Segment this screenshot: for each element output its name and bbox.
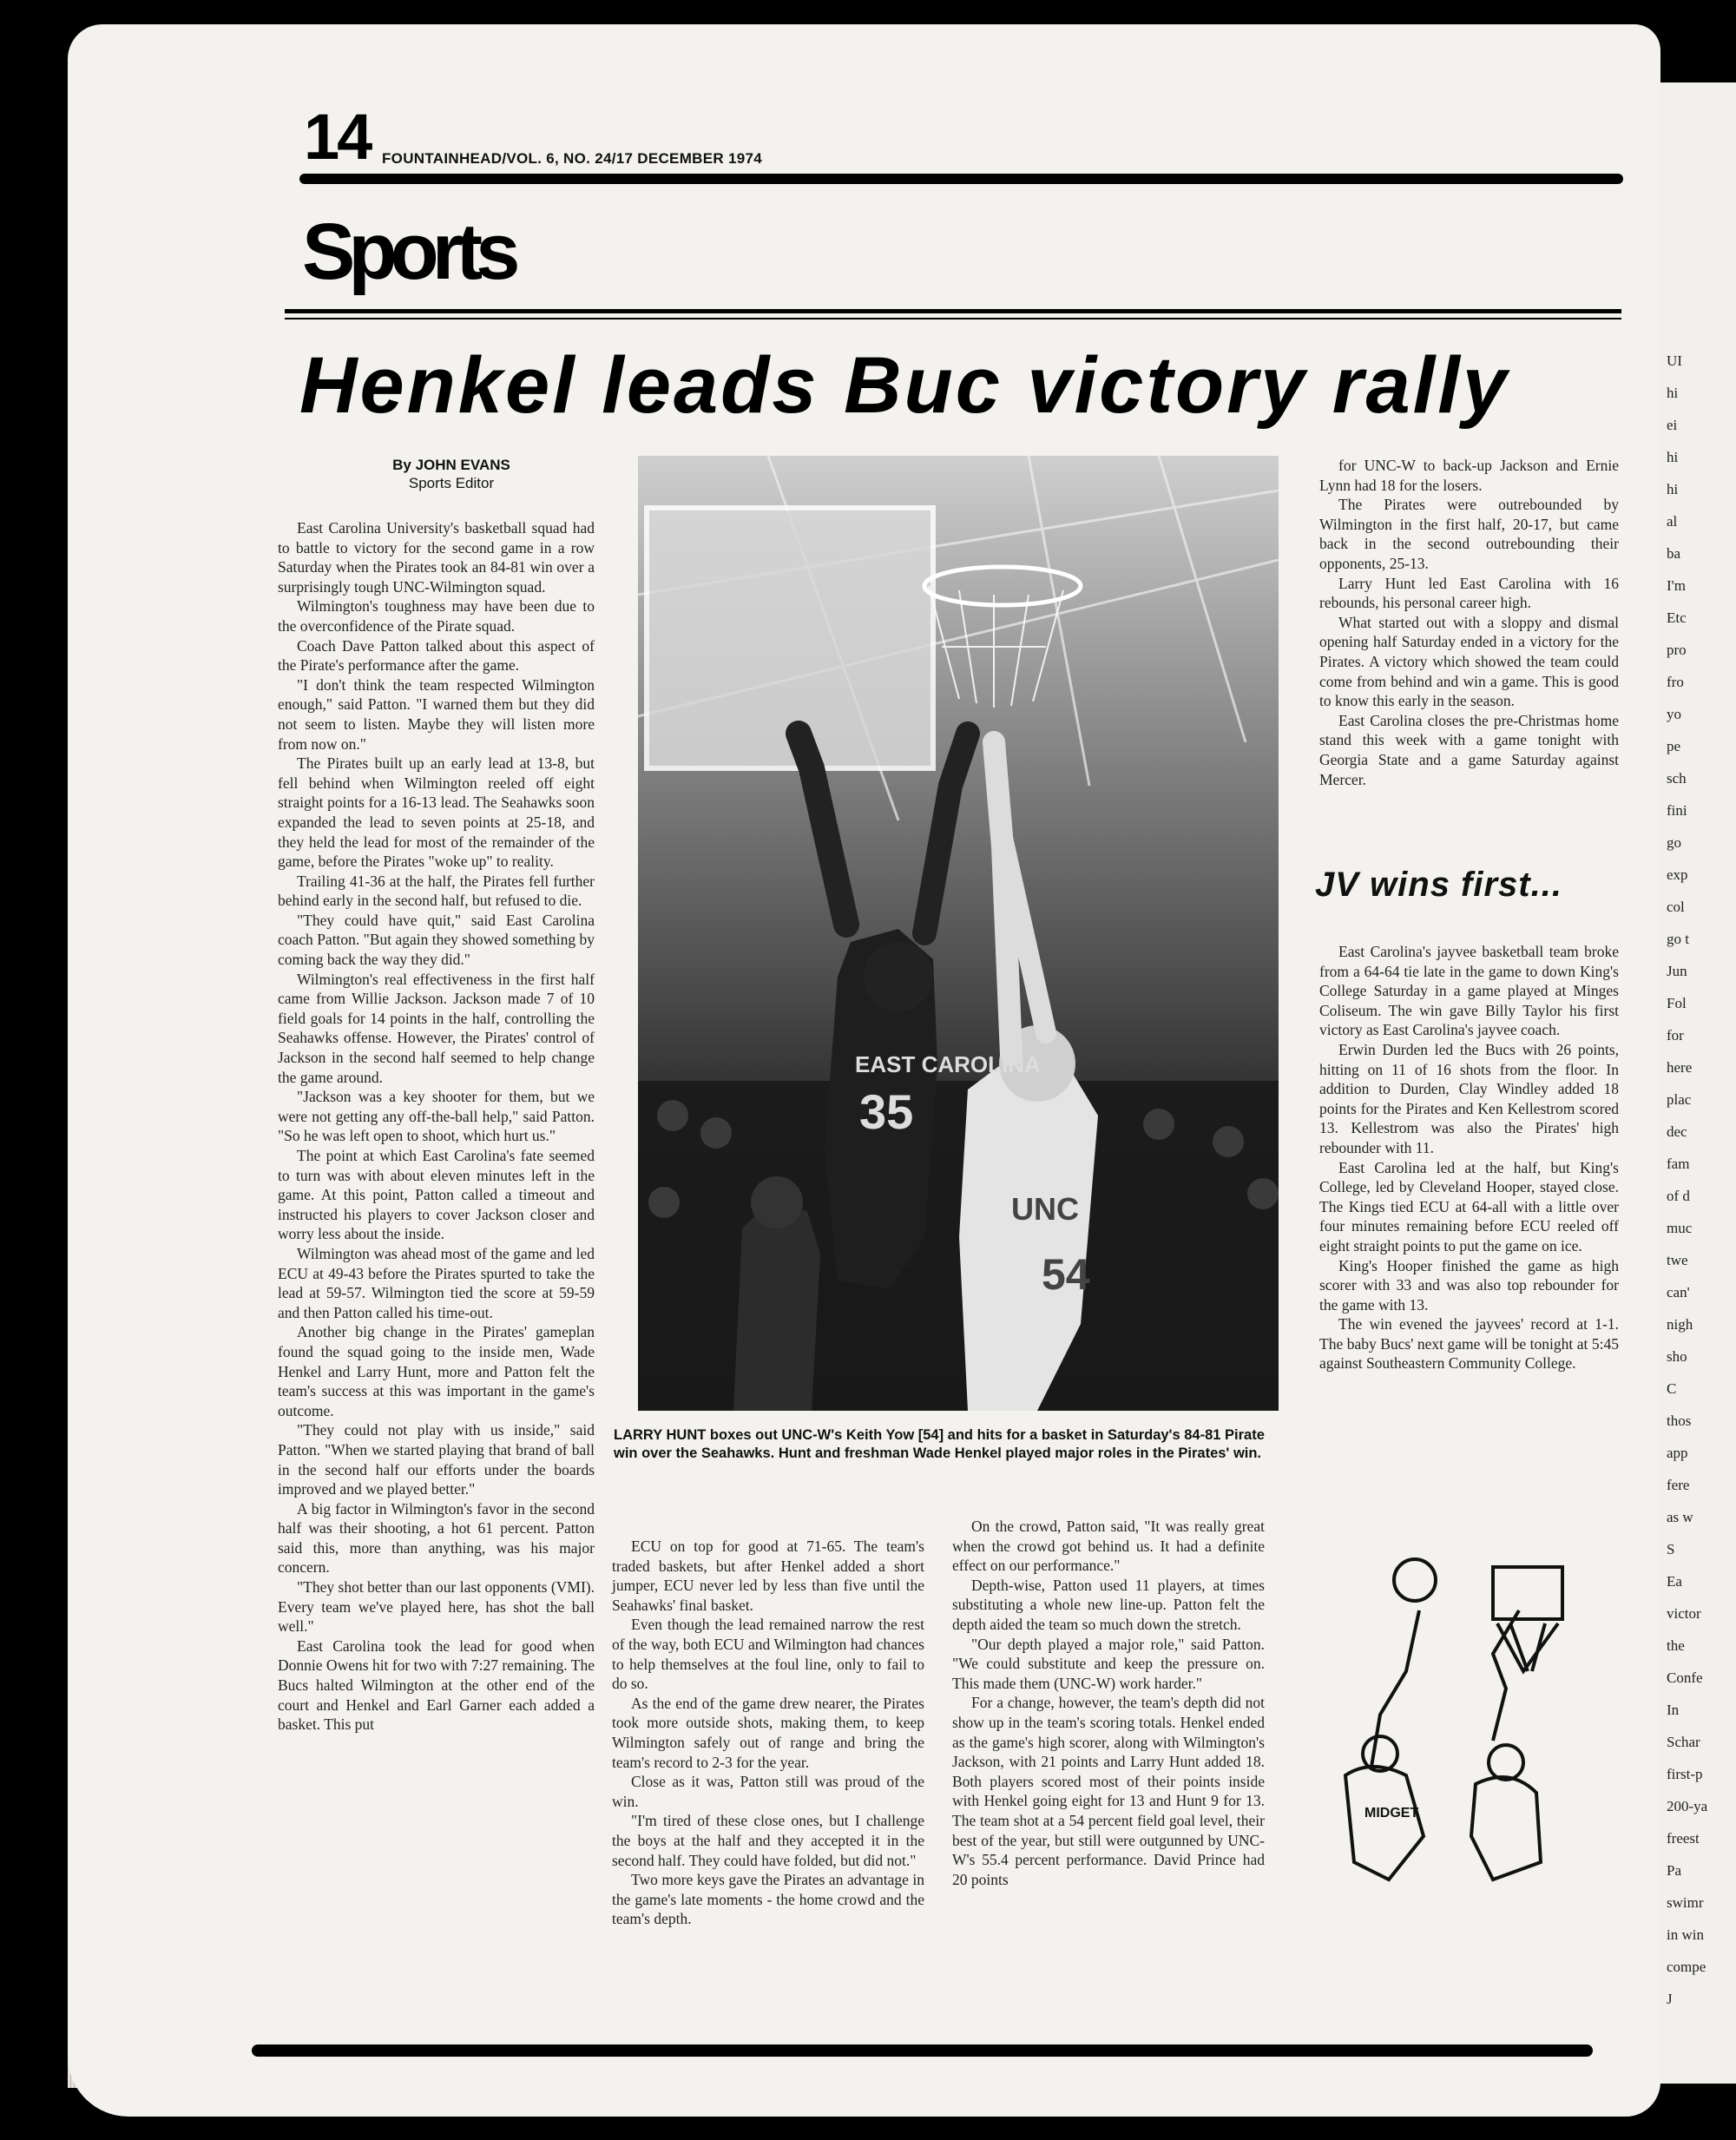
facing-page-fragment: Confe xyxy=(1667,1669,1703,1686)
facing-page-fragment: Schar xyxy=(1667,1734,1700,1750)
paragraph: East Carolina closes the pre-Christmas home stand this week with a game tonight with Georgia State and a game Saturday against Mercer. xyxy=(1319,711,1619,788)
facing-page-fragment: In xyxy=(1667,1702,1680,1718)
paragraph: On the crowd, Patton said, "It was really great when the crowd got behind us. It had a definite effect on our performance." xyxy=(952,1518,1265,1575)
paragraph: Depth-wise, Patton used 11 players, at times substituting a whole new line-up. Patton felt the depth aided the team so much down the stretch. xyxy=(952,1576,1265,1633)
paragraph: The Pirates were outrebounded by Wilmington in the first half, 20-17, but came back in the second outrebounding their opponents, 25-13. xyxy=(1319,496,1619,572)
facing-page-fragment: hi xyxy=(1667,449,1679,465)
facing-page-fragment: yo xyxy=(1667,706,1681,722)
page-number: 14 xyxy=(304,101,371,173)
facing-page-fragment: Etc xyxy=(1667,609,1687,626)
paragraph: East Carolina's jayvee basketball team broke from a 64-64 tie late in the game to down King's College Saturday in a game played at Minges Coliseum. The win gave Billy Taylor his first victory as East Carolina's jayvee coach. xyxy=(1319,943,1619,1039)
facing-page-fragment: first-p xyxy=(1667,1766,1703,1782)
facing-page-fragment: fere xyxy=(1667,1477,1690,1493)
paragraph: Wilmington's real effectiveness in the first half came from Willie Jackson. Jackson made 7 of 10 field goals for 14 points in the half, controlling the Seahawks offense. However, the Pirates' control of Jackson in the second half seemed to help change the game around. xyxy=(278,970,595,1086)
facing-page-fragment: pro xyxy=(1667,642,1687,658)
facing-page-fragment: Jun xyxy=(1667,963,1687,979)
cartoon-drawing xyxy=(1319,1550,1580,1914)
facing-page-fragment: victor xyxy=(1667,1605,1701,1622)
facing-page-fragment: Fol xyxy=(1667,995,1687,1011)
opponent-jersey-number: 54 xyxy=(1042,1250,1090,1299)
paragraph: "I'm tired of these close ones, but I challenge the boys at the half and they accepted it in the second half. They could have folded, but did not." xyxy=(612,1812,924,1869)
facing-page-fragment: ei xyxy=(1667,417,1678,433)
story-column-3 xyxy=(952,1517,1265,1889)
headline: Henkel leads Buc victory rally xyxy=(299,341,1509,430)
paragraph: Erwin Durden led the Bucs with 26 points, hitting on 11 of 16 shots from the floor. In addition to Durden, Clay Windley added 18 points for the Pirates and Ken Kellestrom scored 13. Kellestrom was also the Pirates' high rebounder with 11. xyxy=(1319,1040,1619,1156)
facing-page-fragment: nigh xyxy=(1667,1316,1693,1333)
facing-page-fragment: fam xyxy=(1667,1156,1690,1172)
cartoon-jersey: MIDGET xyxy=(1364,1806,1419,1821)
facing-page-fragment: plac xyxy=(1667,1091,1692,1108)
byline xyxy=(365,456,538,492)
facing-page-fragment: I'm xyxy=(1667,577,1686,594)
facing-page-fragment: exp xyxy=(1667,866,1688,883)
facing-page-fragment: app xyxy=(1667,1445,1688,1461)
paragraph: Two more keys gave the Pirates an advantage in the game's late moments - the home crowd and the team's depth. xyxy=(612,1871,924,1928)
paragraph: Wilmington was ahead most of the game and led ECU at 49-43 before the Pirates spurted to take the lead at 59-57. Wilmington tied the score at 59-59 and then Patton called his time-out. xyxy=(278,1244,595,1321)
facing-page-fragment: for xyxy=(1667,1027,1684,1044)
facing-page-fragment: go xyxy=(1667,834,1681,851)
facing-page-fragment: S xyxy=(1667,1541,1675,1557)
facing-page-fragment: thos xyxy=(1667,1412,1692,1429)
header-rule xyxy=(299,174,1623,184)
paragraph: Trailing 41-36 at the half, the Pirates fell further behind early in the second half, but refused to die. xyxy=(278,872,595,910)
paragraph: East Carolina led at the half, but King's College, led by Cleveland Hooper, stayed close. The Kings tied ECU at 64-all with a little over four minutes remaining before ECU reeled off eight straight points to put the game on ice. xyxy=(1319,1158,1619,1254)
paragraph: "They could not play with us inside," said Patton. "When we started playing that brand of ball in the second half our efforts under the boards improved and we played better." xyxy=(278,1421,595,1498)
section-rule-bottom xyxy=(285,318,1621,319)
byline-title: Sports Editor xyxy=(408,475,495,491)
footer-rule xyxy=(252,2045,1593,2057)
paragraph: Wilmington's toughness may have been due to the overconfidence of the Pirate squad. xyxy=(278,597,595,635)
paragraph: Even though the lead remained narrow the rest of the way, both ECU and Wilmington had chances to help themselves at the foul line, only to fail to do so. xyxy=(612,1616,924,1693)
facing-page-fragment: Ea xyxy=(1667,1573,1682,1590)
facing-page-fragment: hi xyxy=(1667,481,1679,497)
paragraph: What started out with a sloppy and dismal opening half Saturday ended in a victory for the Pirates. A victory which showed the team could come from behind and win a game. This is good to know this early in the season. xyxy=(1319,613,1619,710)
paragraph: "I don't think the team respected Wilmington enough," said Patton. "I warned them but they did not seem to listen. Maybe they will listen more from now on." xyxy=(278,675,595,753)
paragraph: The Pirates built up an early lead at 13-8, but fell behind when Wilmington reeled off eight straight points for a 16-13 lead. The Seahawks soon expanded the lead to seven points at 25-18, and they held the lead for most of the remainder of the game, before the Pirates "woke up" to reality. xyxy=(278,754,595,871)
facing-page-fragment: Pa xyxy=(1667,1862,1681,1879)
story-column-2 xyxy=(612,1537,924,1929)
paragraph: As the end of the game drew nearer, the Pirates took more outside shots, making them, to keep Wilmington safely out of range and bring the team's record to 2-3 for the year. xyxy=(612,1694,924,1771)
facing-page-fragment: 200-ya xyxy=(1667,1798,1708,1814)
facing-page-fragment: here xyxy=(1667,1059,1693,1076)
facing-page-fragment: swimr xyxy=(1667,1894,1704,1911)
facing-page-fragment: J xyxy=(1667,1991,1673,2007)
facing-page-fragment: UI xyxy=(1667,352,1682,369)
opponent-jersey-text: UNC xyxy=(1011,1191,1079,1227)
facing-page-fragment: go t xyxy=(1667,931,1689,947)
paragraph: Another big change in the Pirates' gameplan found the squad going to the inside men, Wade Henkel and Larry Hunt, more and Patton felt the team's success at this was important in the game's outcome. xyxy=(278,1323,595,1419)
byline-name: By JOHN EVANS xyxy=(392,457,510,473)
facing-page-fragment: sho xyxy=(1667,1348,1687,1365)
facing-page-fragment: of d xyxy=(1667,1188,1690,1204)
paragraph: Close as it was, Patton still was proud of the win. xyxy=(612,1773,924,1810)
paragraph: Larry Hunt led East Carolina with 16 rebounds, his personal career high. xyxy=(1319,574,1619,612)
facing-page-fragment: fro xyxy=(1667,674,1684,690)
paragraph: The point at which East Carolina's fate seemed to turn was with about eleven minutes left in the game. At this point, Patton called a timeout and instructed his players to cover Jackson closer and worry less about the inside. xyxy=(278,1147,595,1243)
facing-page-fragment: can' xyxy=(1667,1284,1690,1300)
jersey-number: 35 xyxy=(859,1084,914,1139)
paragraph: The win evened the jayvees' record at 1-1. The baby Bucs' next game will be tonight at 5:45 against Southeastern Community College. xyxy=(1319,1315,1619,1373)
jv-headline: JV wins first... xyxy=(1315,866,1562,904)
game-photo-image xyxy=(638,456,1279,1411)
facing-page-fragment: freest xyxy=(1667,1830,1700,1847)
jv-story xyxy=(1319,942,1619,1373)
paragraph: King's Hooper finished the game as high scorer with 33 and was also top rebounder for the game with 13. xyxy=(1319,1256,1619,1314)
facing-page-fragment: C xyxy=(1667,1380,1677,1397)
facing-page-fragment: ba xyxy=(1667,545,1681,562)
facing-page-fragment: twe xyxy=(1667,1252,1688,1268)
paragraph: East Carolina took the lead for good when Donnie Owens hit for two with 7:27 remaining. The Bucs halted Wilmington at the other end of the court and Henkel and Earl Garner each added a basket. This put xyxy=(278,1636,595,1734)
facing-page-fragment: muc xyxy=(1667,1220,1693,1236)
paragraph: ECU on top for good at 71-65. The team's traded baskets, but after Henkel added a short jumper, ECU never led by less than five until the Seahawks' final basket. xyxy=(612,1538,924,1614)
facing-page-fragment: compe xyxy=(1667,1959,1706,1975)
facing-page xyxy=(1660,82,1736,2084)
facing-page-fragment: the xyxy=(1667,1637,1685,1654)
paragraph: "They shot better than our last opponents (VMI). Every team we've played here, has shot the ball well." xyxy=(278,1578,595,1636)
paragraph: for UNC-W to back-up Jackson and Ernie Lynn had 18 for the losers. xyxy=(1319,457,1619,494)
facing-page-fragment: in win xyxy=(1667,1926,1704,1943)
paragraph: "They could have quit," said East Carolina coach Patton. "But again they showed something by coming back the way they did." xyxy=(278,911,595,969)
paragraph: East Carolina University's basketball squad had to battle to victory for the second game in a row Saturday when the Pirates took an 84-81 win over a surprisingly tough UNC-Wilmington squad. xyxy=(278,519,595,596)
paragraph: "Jackson was a key shooter for them, but we were not getting any off-the-ball help," said Patton. "So he was left open to shoot, which hurt us." xyxy=(278,1088,595,1145)
section-rule-top xyxy=(285,309,1621,313)
paragraph: A big factor in Wilmington's favor in the second half was their shooting, a hot 61 percent. Patton said this, more than anything, was his major concern. xyxy=(278,1499,595,1577)
section-title: Sports xyxy=(302,207,514,296)
facing-page-fragment: al xyxy=(1667,513,1678,530)
story-column-1 xyxy=(278,518,595,1735)
paragraph: Coach Dave Patton talked about this aspect of the Pirate's performance after the game. xyxy=(278,636,595,675)
basketball-cartoon xyxy=(1319,1550,1580,1914)
jersey-text: EAST CAROLINA xyxy=(855,1051,1041,1077)
facing-page-fragment: hi xyxy=(1667,385,1679,401)
facing-page-fragment: sch xyxy=(1667,770,1687,787)
paragraph: For a change, however, the team's depth did not show up in the team's scoring totals. Henkel ended as the game's high scorer, along with Wilmington's Jackson, with 21 points and Larry Hunt added 18. Both players scored most of their points inside with Henkel going eight for 13 and Hunt 9 for 13. The team shot at a 54 percent field goal level, their best of the year, but still were outgunned by UNC-W's 55.4 percent performance. David Prince had 20 points xyxy=(952,1694,1265,1888)
facing-page-fragment: fini xyxy=(1667,802,1687,819)
paragraph: "Our depth played a major role," said Patton. "We could substitute and keep the pressure on. This made them (UNC-W) work harder." xyxy=(952,1635,1265,1692)
facing-page-fragment: as w xyxy=(1667,1509,1693,1525)
folio-line: FOUNTAINHEAD/VOL. 6, NO. 24/17 DECEMBER 1974 xyxy=(382,150,762,167)
game-photo xyxy=(638,456,1279,1411)
photo-caption: LARRY HUNT boxes out UNC-W's Keith Yow [54] and hits for a basket in Saturday's 84-81 Pirate win over the Seahawks. Hunt and freshman Wade Henkel played major roles in the Pirates' win. xyxy=(614,1427,1265,1461)
facing-page-fragment: dec xyxy=(1667,1123,1687,1140)
story-column-4 xyxy=(1319,456,1619,789)
facing-page-fragment: pe xyxy=(1667,738,1681,754)
facing-page-fragment: col xyxy=(1667,899,1685,915)
